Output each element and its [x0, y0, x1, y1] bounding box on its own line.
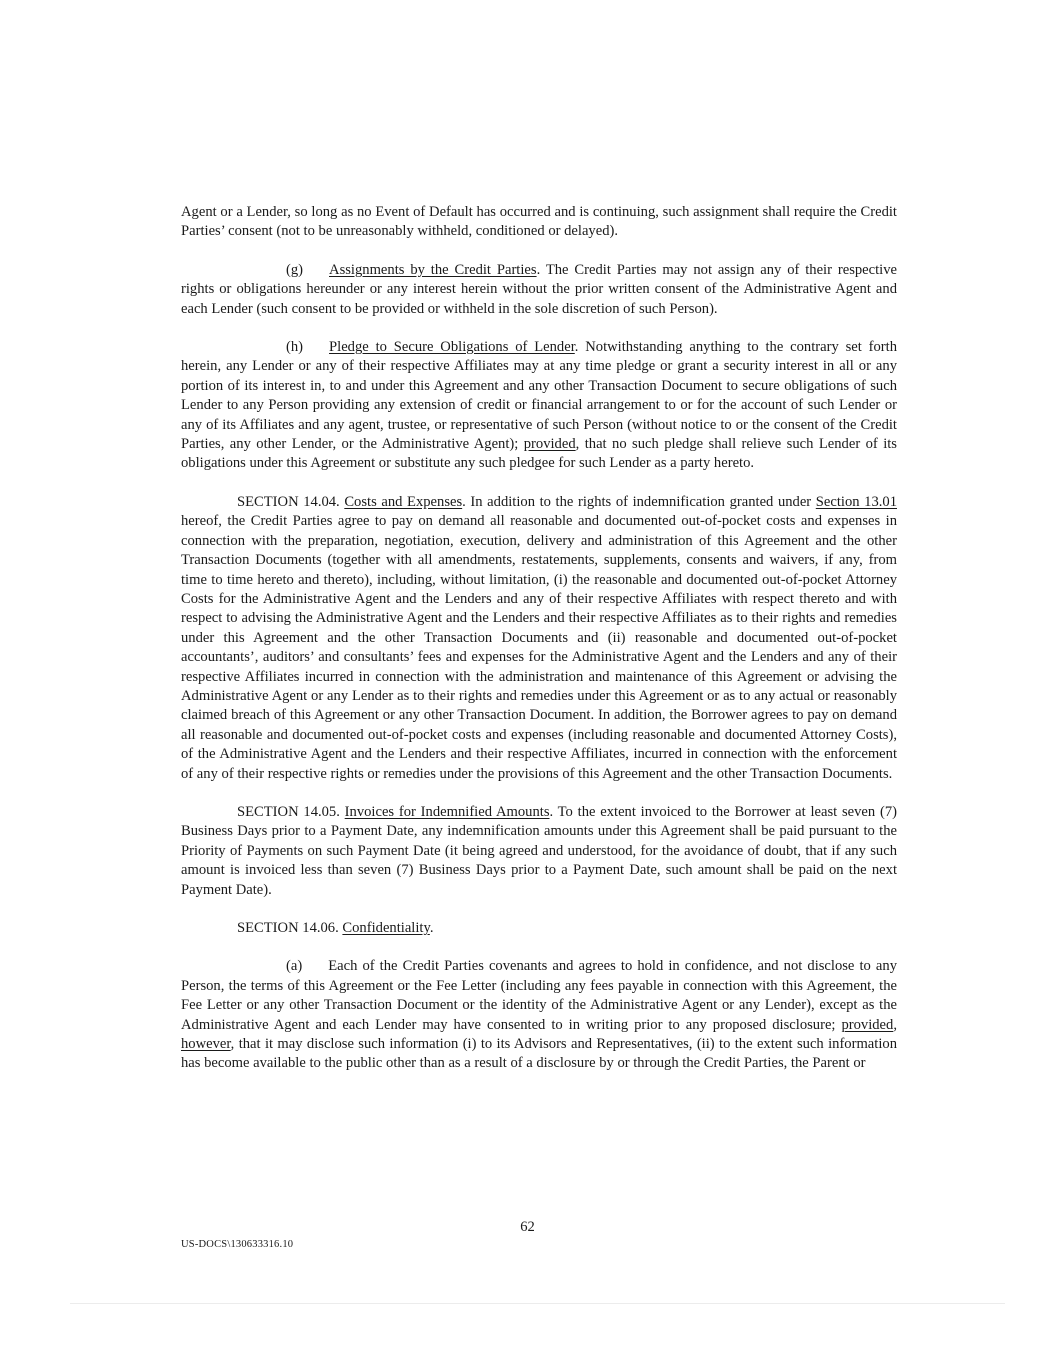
section-14-04: SECTION 14.04. Costs and Expenses. In addition to the rights of indemnification granted under Section 13.01 hereof, the Credit Parties agree to pay on demand all reasonable and documented out-of-pocket costs and expenses in connection with the preparation, negotiation, execution, delivery and administration of this Agreement and the other Transaction Documents (together with all amendments, restatements, supplements, consents and waivers, if any, from time to time hereto and thereto), including, without limitation, (i) the reasonable and documented out-of-pocket Attorney Costs for the Administrative Agent and the Lenders and any of their respective Affiliates with respect thereto and with respect to advising the Administrative Agent and the Lenders and their respective Affiliates as to their rights and remedies under this Agreement and the other Transaction Documents and (ii) reasonable and documented out-of-pocket accountants’, auditors’ and consultants’ fees and expenses for the Administrative Agent and the Lenders and any of their respective Affiliates incurred in connection with the administration and maintenance of this Agreement or advising the Administrative Agent or any Lender as to their rights and remedies under this Agreement or as to any actual or reasonably claimed breach of this Agreement or any other Transaction Document. In addition, the Borrower agrees to pay on demand all reasonable and documented out-of-pocket costs and expenses (including reasonable and documented Attorney Costs), of the Administrative Agent and the Lenders and their respective Affiliates, incurred in connection with the enforcement of any of their respective rights or remedies under the provisions of this Agreement and the other Transaction Documents. — [181, 493, 897, 782]
section-number: SECTION 14.05. — [237, 803, 345, 820]
clause-label-g: (g) — [286, 261, 304, 278]
page-bottom-divider — [70, 1303, 1005, 1304]
section-number: SECTION 14.06. — [237, 920, 343, 936]
heading-assignments-by-credit-parties: Assignments by the Credit Parties — [329, 261, 537, 278]
clause-label-h: (h) — [286, 339, 304, 356]
section-14-05: SECTION 14.05. Invoices for Indemnified Amounts. To the extent invoiced to the Borrower at least seven (7) Business Days prior to a Payment Date, any indemnification amounts under this Agreement shall be paid pursuant to the Priority of Payments on such Payment Date (it being agreed and understood, for the avoidance of doubt, that if any such amount is invoiced less than seven (7) Business Days prior to a Payment Date, such amount shall be paid on the next Payment Date). — [181, 803, 898, 898]
paragraph-g: (g) Assignments by the Credit Parties. The Credit Parties may not assign any of their respective rights or obligations hereunder or any interest herein without the prior written consent of the Administrative Agent and each Lender (such consent to be provided or withheld in the sole discretion of such Person). — [181, 261, 898, 317]
cross-reference-section-13-01: Section 13.01 — [815, 493, 897, 510]
document-body — [181, 203, 897, 1074]
document-id: US-DOCS\130633316.10 — [181, 1239, 294, 1250]
clause-label-a: (a) — [286, 958, 303, 975]
term-provided: provided — [841, 1016, 894, 1033]
term-however: however — [181, 1036, 231, 1053]
heading-invoices-for-indemnified-amounts: Invoices for Indemnified Amounts — [344, 803, 550, 820]
heading-confidentiality: Confidentiality — [342, 920, 430, 936]
heading-costs-and-expenses: Costs and Expenses — [344, 493, 463, 510]
page-number: 62 — [520, 1219, 535, 1235]
heading-pledge-to-secure-obligations: Pledge to Secure Obligations of Lender — [329, 339, 575, 356]
paragraph-continuation: Agent or a Lender, so long as no Event of Default has occurred and is continuing, such assignment shall require the Credit Parties’ consent (not to be unreasonably withheld, conditioned or delayed). — [181, 204, 897, 240]
paragraph-a: (a) Each of the Credit Parties covenants and agrees to hold in confidence, and not disclose to any Person, the terms of this Agreement or the Fee Letter (including any fees payable in connection with this Agreement, the Fee Letter or any other Transaction Document or the identity of the Administrative Agent or any Lender), except as the Administrative Agent and each Lender may have consented to in writing prior to any proposed disclosure; provided, however, that it may disclose such information (i) to its Advisors and Representatives, (ii) to the extent such information has become available to the public other than as a result of a disclosure by or through the Credit Parties, the Parent or — [181, 958, 897, 1072]
term-provided: provided — [523, 436, 576, 453]
section-14-06: SECTION 14.06. Confidentiality. — [237, 920, 434, 936]
paragraph-h: (h) Pledge to Secure Obligations of Lender. Notwithstanding anything to the contrary set forth herein, any Lender or any of their respective Affiliates may at any time pledge or grant a security interest in all or any portion of its interest in, to and under this Agreement and any other Transaction Document to secure obligations of such Lender to any Person providing any extension of credit or financial arrangement to or for the account of such Lender or any of its Affiliates and any agent, trustee, or representative of such Person (without notice to or the consent of the Credit Parties, any other Lender, or the Administrative Agent); provided, that no such pledge shall relieve such Lender of its obligations under this Agreement or substitute any such pledgee for such Lender as a party hereto. — [181, 339, 897, 472]
section-number: SECTION 14.04. — [237, 493, 345, 510]
